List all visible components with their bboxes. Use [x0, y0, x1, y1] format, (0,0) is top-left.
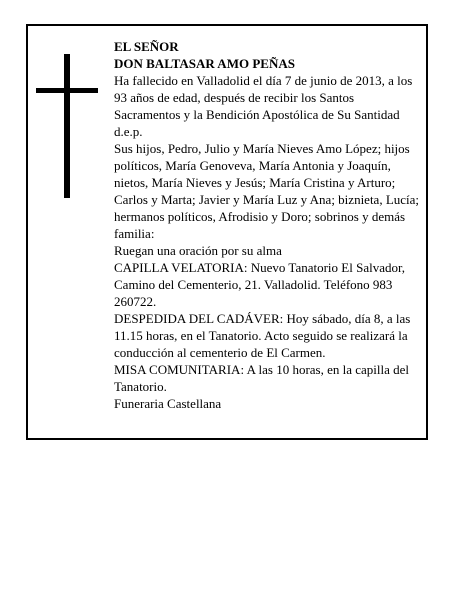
prayer-request: Ruegan una oración por su alma [114, 243, 282, 258]
family-list: Sus hijos, Pedro, Julio y María Nieves Amo López; hijos políticos, María Genoveva, María Antonia y Joaquín, nietos, María Nieves y Jesús; María Cristina y Arturo; Carlos y Marta; Javier y María Luz y Ana; biznieta, Lucía; hermanos políticos, Afrodisio y Doro; sobrinos y demás familia: [114, 141, 420, 241]
notice-title: EL SEÑOR [114, 39, 179, 54]
cross-icon [36, 54, 98, 198]
death-announcement: Ha fallecido en Valladolid el día 7 de junio de 2013, a los 93 años de edad, después de recibir los Santos Sacramentos y la Bendición Apostólica de Su Santidad d.e.p. [114, 73, 413, 139]
cross-horizontal-bar [36, 88, 98, 93]
chapel-info: CAPILLA VELATORIA: Nuevo Tanatorio El Salvador, Camino del Cementerio, 21. Valladolid. Teléfono 983 260722. [114, 260, 406, 309]
mass-info: MISA COMUNITARIA: A las 10 horas, en la capilla del Tanatorio. [114, 362, 410, 394]
obituary-text-block [114, 38, 420, 412]
cross-vertical-bar [64, 54, 70, 198]
funeral-home: Funeraria Castellana [114, 396, 222, 411]
farewell-info: DESPEDIDA DEL CADÁVER: Hoy sábado, día 8, a las 11.15 horas, en el Tanatorio. Acto seguido se realizará la conducción al cementerio de El Carmen. [114, 311, 411, 360]
deceased-name: DON BALTASAR AMO PEÑAS [114, 56, 295, 71]
